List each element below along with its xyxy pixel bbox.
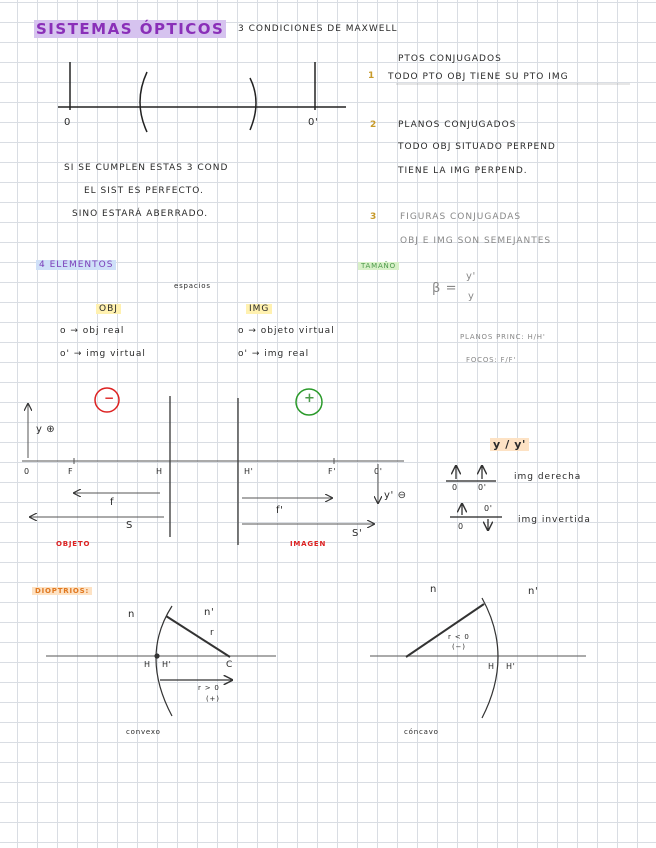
concave-n-prime: n' — [528, 586, 539, 597]
concave-n: n — [430, 584, 437, 595]
condition-2-line1: TODO OBJ SITUADO PERPEND — [398, 142, 556, 152]
o-label: 0 — [24, 467, 30, 476]
concave-h-prime: H' — [506, 662, 516, 671]
elements-heading: 4 ELEMENTOS — [36, 260, 116, 270]
h-label: H — [156, 467, 163, 476]
convex-h-prime: H' — [162, 660, 172, 669]
condition-2-title: PLANOS CONJUGADOS — [398, 120, 517, 130]
size-heading: TAMAÑO — [358, 262, 399, 270]
convex-n-prime: n' — [204, 607, 215, 618]
s-prime-label: S' — [352, 528, 363, 539]
convex-surface-arc — [156, 606, 172, 716]
convex-sign-2: (+) — [206, 695, 220, 703]
imagen-label: IMAGEN — [290, 540, 327, 548]
concave-sign-2: (−) — [452, 643, 466, 651]
page-subtitle: 3 CONDICIONES DE MAXWELL — [238, 24, 398, 34]
img-header: IMG — [246, 304, 272, 314]
concave-sign: r < 0 — [448, 633, 470, 641]
img-row-1: o → objeto virtual — [238, 326, 335, 336]
h-prime-label: H' — [244, 467, 254, 476]
sign-convention-diagram — [22, 396, 404, 545]
orient-o-prime-1: 0' — [478, 483, 487, 492]
condition-3-line1: OBJ E IMG SON SEMEJANTES — [400, 236, 552, 246]
note-line-2: EL SIST ES PERFECTO. — [84, 186, 204, 196]
page-title: SISTEMAS ÓPTICOS — [36, 20, 225, 38]
f-prime-distance-label: f' — [276, 505, 284, 516]
condition-1-title: PTOS CONJUGADOS — [398, 54, 502, 64]
convex-c: C — [226, 660, 233, 670]
condition-3-number: 3 — [370, 212, 378, 222]
convex-r: r — [210, 628, 215, 638]
img-row-2: o' → img real — [238, 349, 310, 359]
convex-radius-line — [166, 616, 230, 657]
condition-3-title: FIGURAS CONJUGADAS — [400, 212, 522, 222]
y-prime-label: y' ⊖ — [384, 490, 407, 501]
convex-dioptric-diagram — [46, 606, 276, 716]
spaces-label: espacios — [174, 282, 211, 290]
f-distance-label: f — [110, 497, 115, 508]
lens-right-arc — [250, 78, 256, 130]
concave-surface-arc — [482, 598, 498, 718]
optical-system-diagram — [58, 62, 346, 132]
concave-dioptric-diagram — [370, 598, 586, 718]
orient-o-prime-2: 0' — [484, 504, 493, 513]
concave-caption: cóncavo — [404, 728, 439, 736]
y-label: y ⊕ — [36, 424, 56, 435]
orient-o-2: 0 — [458, 522, 464, 531]
minus-sign-label: − — [104, 391, 115, 405]
convex-caption: convexo — [126, 728, 161, 736]
note-line-1: SI SE CUMPLEN ESTAS 3 COND — [64, 163, 229, 173]
plus-circle — [296, 389, 322, 415]
condition-1-text: TODO PTO OBJ TIENE SU PTO IMG — [388, 72, 569, 82]
focos: FOCOS: F/F' — [466, 356, 517, 364]
f-prime-label: F' — [328, 467, 337, 476]
concave-radius-line — [406, 604, 484, 657]
size-formula-lhs: β = — [432, 281, 458, 296]
convex-n: n — [128, 609, 135, 620]
concave-h: H — [488, 662, 495, 671]
condition-1-number: 1 — [368, 71, 376, 81]
note-line-3: SINO ESTARÁ ABERRADO. — [72, 209, 209, 219]
o-prime-label: 0' — [374, 467, 383, 476]
obj-row-1: o → obj real — [60, 326, 125, 336]
size-formula-den: y — [468, 291, 475, 302]
plus-sign-label: + — [304, 391, 316, 406]
s-label: S — [126, 520, 133, 531]
planos-principales: PLANOS PRINC: H/H' — [460, 333, 546, 341]
inverted-image-label: img invertida — [518, 515, 591, 525]
axis-label-o: 0 — [64, 117, 71, 128]
orientation-diagrams — [446, 466, 502, 530]
dioptrios-heading: DIOPTRIOS: — [32, 587, 92, 595]
convex-sign: r > 0 — [198, 684, 220, 692]
f-label: F — [68, 467, 74, 476]
obj-header: OBJ — [96, 304, 121, 314]
direct-image-label: img derecha — [514, 472, 582, 482]
condition-2-number: 2 — [370, 120, 378, 130]
minus-circle — [95, 388, 119, 412]
objeto-label: OBJETO — [56, 540, 91, 548]
size-formula-num: y' — [466, 271, 476, 282]
convex-h: H — [144, 660, 151, 669]
axis-label-o-prime: 0' — [308, 117, 319, 128]
condition-2-line2: TIENE LA IMG PERPEND. — [398, 166, 528, 176]
orient-o-1: 0 — [452, 483, 458, 492]
lens-left-arc — [140, 72, 147, 132]
orientation-heading: y / y' — [490, 438, 529, 451]
obj-row-2: o' → img virtual — [60, 349, 146, 359]
